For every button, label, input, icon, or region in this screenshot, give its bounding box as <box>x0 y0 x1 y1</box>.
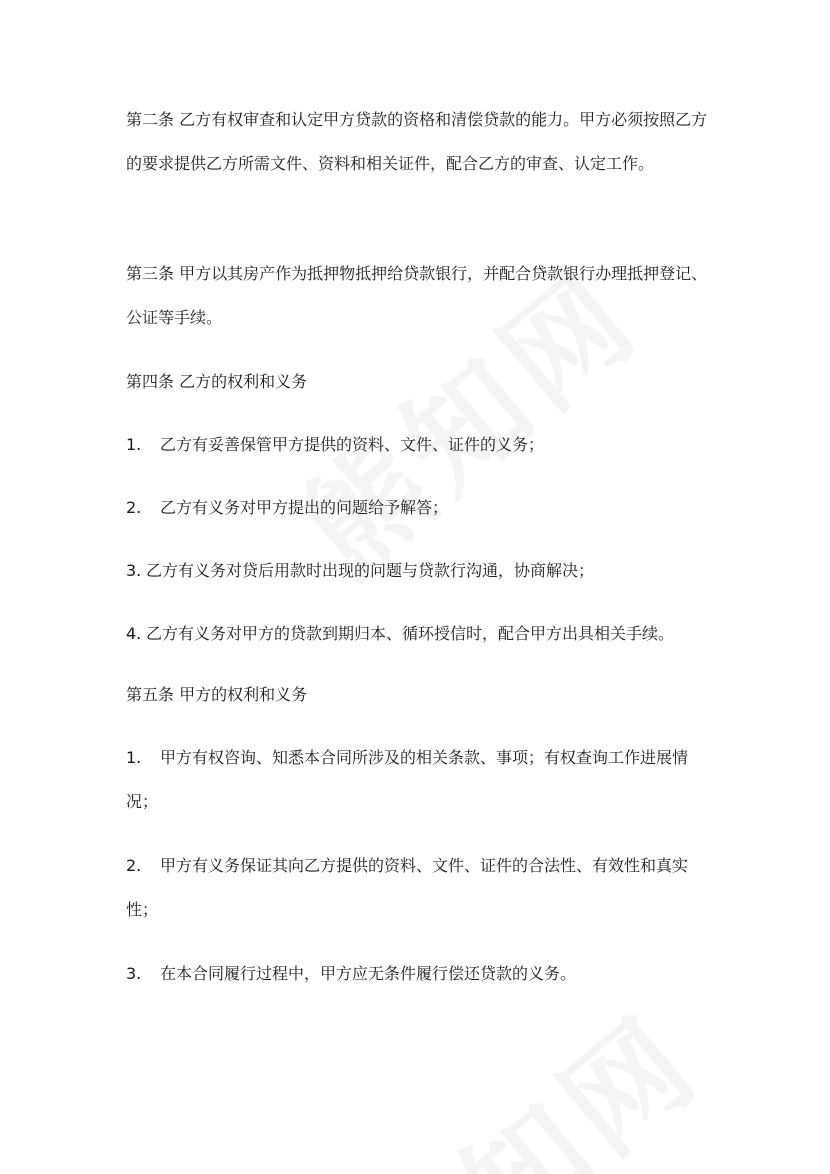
list-item-number: 1. <box>126 748 142 767</box>
list-item <box>126 423 710 467</box>
article-2-paragraph: 第二条 乙方有权审查和认定甲方贷款的资格和清偿贷款的能力。甲方必须按照乙方的要求提供乙方所需文件、资料和相关证件，配合乙方的审查、认定工作。 <box>126 110 708 173</box>
list-item <box>126 844 710 932</box>
list-item <box>126 612 710 656</box>
list-item-number: 2. <box>126 856 142 875</box>
list-item-text: 乙方有义务对甲方的贷款到期归本、循环授信时，配合甲方出具相关手续。 <box>146 624 675 643</box>
list-item <box>126 952 710 996</box>
article-3-paragraph: 第三条 甲方以其房产作为抵押物抵押给贷款银行，并配合贷款银行办理抵押登记、公证等手续。 <box>126 264 708 327</box>
list-item-text: 乙方有义务对甲方提出的问题给予解答； <box>160 498 449 517</box>
list-item-number: 3. <box>126 964 142 983</box>
list-item-text: 甲方有权咨询、知悉本合同所涉及的相关条款、事项；有权查询工作进展情况； <box>126 748 689 811</box>
list-item-text: 在本合同履行过程中，甲方应无条件履行偿还贷款的义务。 <box>160 964 577 983</box>
article-5-title: 第五条 甲方的权利和义务 <box>126 685 308 704</box>
list-item-number: 1. <box>126 435 142 454</box>
list-item-number: 4. <box>126 624 142 643</box>
list-item <box>126 736 710 824</box>
list-item-text: 乙方有妥善保管甲方提供的资料、文件、证件的义务； <box>160 435 545 454</box>
list-item-text: 乙方有义务对贷后用款时出现的问题与贷款行沟通，协商解决； <box>146 561 595 580</box>
article-4-title: 第四条 乙方的权利和义务 <box>126 372 308 391</box>
watermark <box>320 970 729 1174</box>
list-item-text: 甲方有义务保证其向乙方提供的资料、文件、证件的合法性、有效性和真实性； <box>126 856 689 919</box>
list-item-number: 2. <box>126 498 142 517</box>
list-item <box>126 486 710 530</box>
list-item <box>126 549 710 593</box>
list-item-number: 3. <box>126 561 142 580</box>
